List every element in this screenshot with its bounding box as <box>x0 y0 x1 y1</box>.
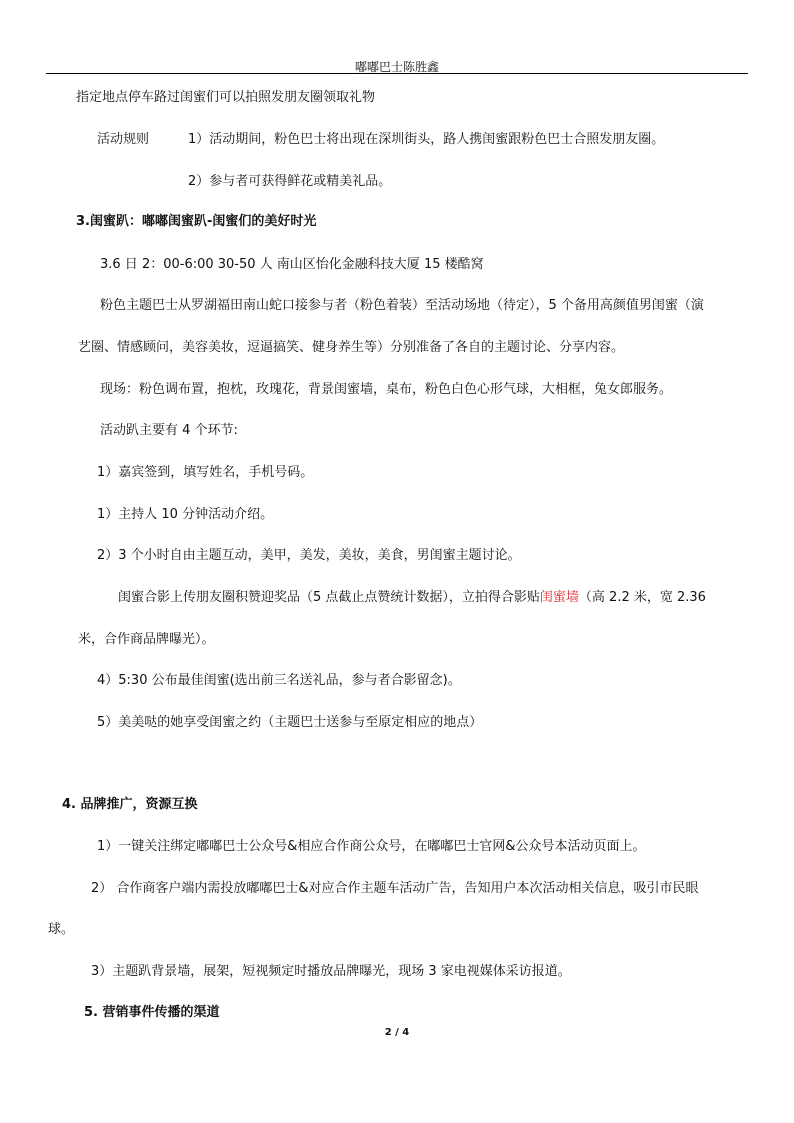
header-divider <box>46 73 748 74</box>
rule-item-1: 1）活动期间，粉色巴士将出现在深圳街头，路人携闺蜜跟粉色巴士合照发朋友圈。 <box>188 132 665 147</box>
promo-item-1: 1）一键关注绑定嘟嘟巴士公众号&相应合作商公众号，在嘟嘟巴士官网&公众号本活动页面上。 <box>97 839 646 854</box>
section-heading-4: 4. 品牌推广，资源互换 <box>62 797 198 812</box>
segment-free-interaction: 2）3 个小时自由主题互动，美甲，美发，美妆，美食，男闺蜜主题讨论。 <box>97 548 521 563</box>
promo-item-2-cont: 球。 <box>48 922 75 937</box>
promo-item-3: 3）主题趴背景墙，展架，短视频定时播放品牌曝光，现场 3 家电视媒体采访报道。 <box>91 964 571 979</box>
rule-item-2: 2）参与者可获得鲜花或精美礼品。 <box>188 174 392 189</box>
event-description-1: 粉色主题巴士从罗湖福田南山蛇口接参与者（粉色着装）至活动场地（待定），5 个备用高颜值男闺蜜（演 <box>100 298 704 313</box>
segment-best-bestie: 4）5:30 公布最佳闺蜜(选出前三名送礼品，参与者合影留念)。 <box>97 673 461 688</box>
segment-send-home: 5）美美哒的她享受闺蜜之约（主题巴士送参与至原定相应的地点） <box>97 715 483 730</box>
rules-label: 活动规则 <box>97 132 150 147</box>
photo-wall-text-post: （高 2.2 米，宽 2.36 <box>578 590 706 605</box>
page-number: 2 / 4 <box>384 1027 410 1038</box>
photo-wall-text-pre: 闺蜜合影上传朋友圈积赞迎奖品（5 点截止点赞统计数据），立拍得合影贴 <box>118 590 540 605</box>
intro-line: 指定地点停车路过闺蜜们可以拍照发朋友圈领取礼物 <box>76 90 376 105</box>
photo-wall-line-cont: 米，合作商品牌曝光）。 <box>78 632 215 647</box>
photo-wall-line <box>118 590 706 606</box>
section-heading-5: 5. 营销事件传播的渠道 <box>84 1005 220 1020</box>
event-description-2: 艺圈、情感顾问，美容美妆，逗逼搞笑、健身养生等）分别准备了各自的主题讨论、分享内容。 <box>78 340 625 355</box>
segment-host-intro: 1）主持人 10 分钟活动介绍。 <box>97 507 274 522</box>
segment-signin: 1）嘉宾签到，填写姓名，手机号码。 <box>97 465 314 480</box>
promo-item-2: 2） 合作商客户端内需投放嘟嘟巴士&对应合作主题车活动广告，告知用户本次活动相关信息，吸引市民眼 <box>91 881 699 896</box>
event-time-place: 3.6 日 2：00-6:00 30-50 人 南山区怡化金融科技大厦 15 楼酷窝 <box>100 257 484 272</box>
page-header-title: 嘟嘟巴士陈胜鑫 <box>354 60 439 74</box>
segments-intro: 活动趴主要有 4 个环节: <box>100 423 238 438</box>
venue-setup: 现场：粉色调布置，抱枕，玫瑰花，背景闺蜜墙，桌布，粉色白色心形气球，大相框，兔女郎服务。 <box>100 382 673 397</box>
section-heading-3: 3.闺蜜趴：嘟嘟闺蜜趴-闺蜜们的美好时光 <box>76 214 317 229</box>
photo-wall-highlight: 闺蜜墙 <box>539 590 579 605</box>
